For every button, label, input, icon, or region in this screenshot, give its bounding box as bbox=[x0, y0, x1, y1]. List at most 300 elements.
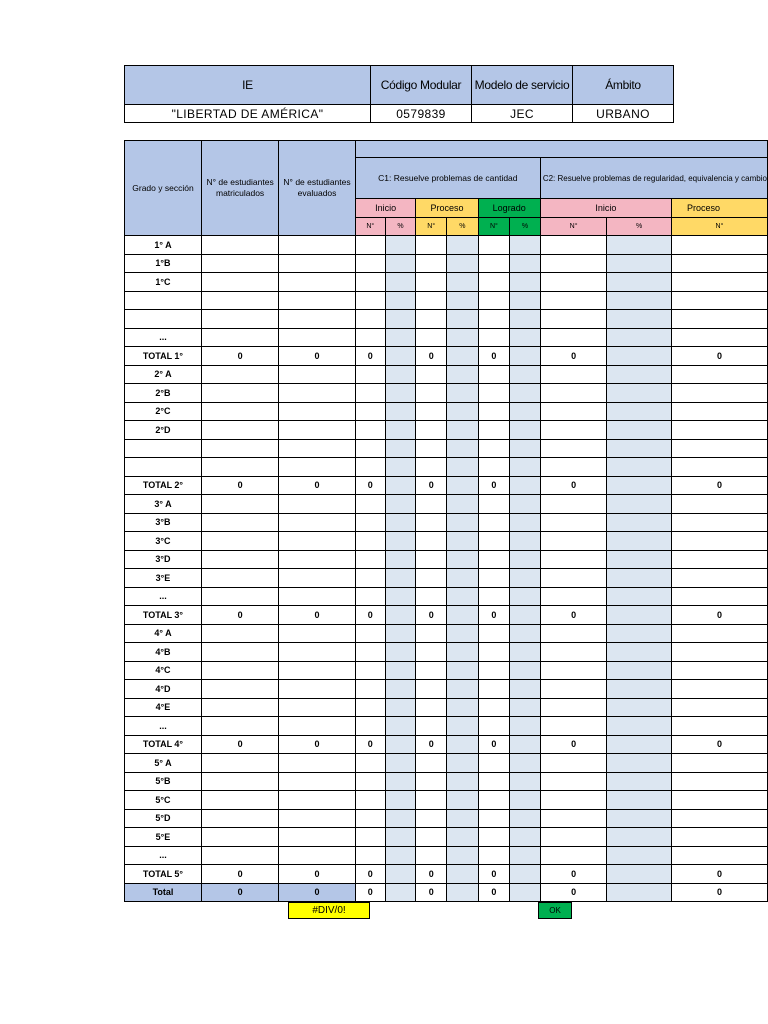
count-cell[interactable] bbox=[416, 828, 447, 847]
matriculados-cell[interactable]: 0 bbox=[201, 606, 278, 625]
count-cell[interactable] bbox=[540, 495, 607, 514]
count-cell[interactable] bbox=[355, 846, 385, 865]
count-cell[interactable] bbox=[540, 643, 607, 662]
evaluados-cell[interactable] bbox=[279, 291, 356, 310]
pct-cell[interactable] bbox=[385, 680, 416, 699]
pct-cell[interactable] bbox=[447, 828, 479, 847]
pct-cell[interactable] bbox=[447, 717, 479, 736]
pct-cell[interactable] bbox=[385, 328, 416, 347]
pct-cell[interactable] bbox=[385, 883, 416, 902]
pct-cell[interactable] bbox=[385, 809, 416, 828]
pct-cell[interactable] bbox=[447, 865, 479, 884]
evaluados-cell[interactable] bbox=[279, 532, 356, 551]
pct-cell[interactable] bbox=[510, 587, 541, 606]
count-cell[interactable]: 0 bbox=[540, 883, 607, 902]
pct-cell[interactable] bbox=[385, 254, 416, 273]
pct-cell[interactable] bbox=[607, 735, 672, 754]
matriculados-cell[interactable] bbox=[201, 513, 278, 532]
matriculados-cell[interactable] bbox=[201, 236, 278, 255]
evaluados-cell[interactable] bbox=[279, 680, 356, 699]
count-cell[interactable] bbox=[671, 754, 767, 773]
count-cell[interactable] bbox=[355, 809, 385, 828]
count-cell[interactable]: 0 bbox=[478, 476, 510, 495]
count-cell[interactable] bbox=[416, 254, 447, 273]
count-cell[interactable] bbox=[355, 550, 385, 569]
matriculados-cell[interactable] bbox=[201, 495, 278, 514]
count-cell[interactable] bbox=[355, 698, 385, 717]
count-cell[interactable] bbox=[478, 698, 510, 717]
count-cell[interactable] bbox=[671, 291, 767, 310]
matriculados-cell[interactable]: 0 bbox=[201, 347, 278, 366]
count-cell[interactable] bbox=[416, 661, 447, 680]
count-cell[interactable] bbox=[355, 254, 385, 273]
count-cell[interactable] bbox=[671, 495, 767, 514]
pct-cell[interactable] bbox=[510, 384, 541, 403]
pct-cell[interactable] bbox=[607, 365, 672, 384]
evaluados-cell[interactable]: 0 bbox=[279, 735, 356, 754]
count-cell[interactable] bbox=[671, 698, 767, 717]
evaluados-cell[interactable] bbox=[279, 328, 356, 347]
pct-cell[interactable] bbox=[607, 291, 672, 310]
pct-cell[interactable] bbox=[385, 772, 416, 791]
evaluados-cell[interactable] bbox=[279, 384, 356, 403]
matriculados-cell[interactable] bbox=[201, 809, 278, 828]
count-cell[interactable] bbox=[671, 421, 767, 440]
count-cell[interactable] bbox=[671, 310, 767, 329]
pct-cell[interactable] bbox=[385, 569, 416, 588]
pct-cell[interactable] bbox=[385, 495, 416, 514]
pct-cell[interactable] bbox=[607, 624, 672, 643]
matriculados-cell[interactable] bbox=[201, 791, 278, 810]
matriculados-cell[interactable] bbox=[201, 532, 278, 551]
count-cell[interactable] bbox=[540, 310, 607, 329]
count-cell[interactable] bbox=[416, 532, 447, 551]
count-cell[interactable]: 0 bbox=[540, 347, 607, 366]
pct-cell[interactable] bbox=[385, 846, 416, 865]
count-cell[interactable] bbox=[416, 384, 447, 403]
evaluados-cell[interactable] bbox=[279, 236, 356, 255]
matriculados-cell[interactable]: 0 bbox=[201, 735, 278, 754]
count-cell[interactable] bbox=[478, 384, 510, 403]
count-cell[interactable] bbox=[671, 254, 767, 273]
pct-cell[interactable] bbox=[385, 643, 416, 662]
count-cell[interactable] bbox=[416, 402, 447, 421]
count-cell[interactable] bbox=[540, 365, 607, 384]
count-cell[interactable] bbox=[416, 846, 447, 865]
evaluados-cell[interactable]: 0 bbox=[279, 347, 356, 366]
pct-cell[interactable] bbox=[607, 828, 672, 847]
pct-cell[interactable] bbox=[447, 236, 479, 255]
count-cell[interactable] bbox=[355, 569, 385, 588]
pct-cell[interactable] bbox=[447, 661, 479, 680]
count-cell[interactable] bbox=[540, 698, 607, 717]
count-cell[interactable] bbox=[355, 439, 385, 458]
count-cell[interactable] bbox=[671, 828, 767, 847]
count-cell[interactable] bbox=[416, 421, 447, 440]
count-cell[interactable] bbox=[478, 495, 510, 514]
count-cell[interactable]: 0 bbox=[416, 347, 447, 366]
pct-cell[interactable] bbox=[607, 273, 672, 292]
matriculados-cell[interactable] bbox=[201, 661, 278, 680]
count-cell[interactable] bbox=[355, 236, 385, 255]
count-cell[interactable] bbox=[355, 513, 385, 532]
pct-cell[interactable] bbox=[510, 254, 541, 273]
count-cell[interactable] bbox=[540, 624, 607, 643]
count-cell[interactable] bbox=[478, 236, 510, 255]
count-cell[interactable] bbox=[671, 680, 767, 699]
count-cell[interactable] bbox=[355, 587, 385, 606]
pct-cell[interactable] bbox=[510, 550, 541, 569]
pct-cell[interactable] bbox=[447, 569, 479, 588]
count-cell[interactable] bbox=[416, 809, 447, 828]
pct-cell[interactable] bbox=[447, 532, 479, 551]
count-cell[interactable] bbox=[540, 439, 607, 458]
pct-cell[interactable] bbox=[447, 772, 479, 791]
evaluados-cell[interactable] bbox=[279, 754, 356, 773]
evaluados-cell[interactable] bbox=[279, 698, 356, 717]
ie-value[interactable]: "LIBERTAD DE AMÉRICA" bbox=[125, 105, 371, 123]
count-cell[interactable] bbox=[671, 236, 767, 255]
count-cell[interactable] bbox=[540, 254, 607, 273]
count-cell[interactable] bbox=[416, 365, 447, 384]
count-cell[interactable] bbox=[540, 513, 607, 532]
pct-cell[interactable] bbox=[385, 828, 416, 847]
count-cell[interactable]: 0 bbox=[540, 606, 607, 625]
count-cell[interactable] bbox=[671, 717, 767, 736]
count-cell[interactable] bbox=[355, 495, 385, 514]
count-cell[interactable] bbox=[416, 680, 447, 699]
pct-cell[interactable] bbox=[510, 846, 541, 865]
pct-cell[interactable] bbox=[447, 310, 479, 329]
pct-cell[interactable] bbox=[510, 865, 541, 884]
matriculados-cell[interactable] bbox=[201, 291, 278, 310]
count-cell[interactable] bbox=[540, 754, 607, 773]
pct-cell[interactable] bbox=[510, 569, 541, 588]
matriculados-cell[interactable] bbox=[201, 550, 278, 569]
count-cell[interactable] bbox=[478, 402, 510, 421]
pct-cell[interactable] bbox=[510, 291, 541, 310]
count-cell[interactable] bbox=[671, 328, 767, 347]
evaluados-cell[interactable] bbox=[279, 550, 356, 569]
pct-cell[interactable] bbox=[607, 310, 672, 329]
count-cell[interactable] bbox=[416, 772, 447, 791]
pct-cell[interactable] bbox=[447, 273, 479, 292]
count-cell[interactable] bbox=[355, 680, 385, 699]
count-cell[interactable] bbox=[540, 569, 607, 588]
count-cell[interactable] bbox=[478, 328, 510, 347]
pct-cell[interactable] bbox=[385, 550, 416, 569]
count-cell[interactable] bbox=[671, 439, 767, 458]
count-cell[interactable] bbox=[355, 772, 385, 791]
pct-cell[interactable] bbox=[447, 439, 479, 458]
evaluados-cell[interactable] bbox=[279, 717, 356, 736]
count-cell[interactable] bbox=[355, 791, 385, 810]
count-cell[interactable] bbox=[478, 791, 510, 810]
count-cell[interactable] bbox=[540, 680, 607, 699]
pct-cell[interactable] bbox=[510, 421, 541, 440]
pct-cell[interactable] bbox=[447, 421, 479, 440]
ambito-value[interactable]: URBANO bbox=[573, 105, 674, 123]
pct-cell[interactable] bbox=[510, 717, 541, 736]
evaluados-cell[interactable] bbox=[279, 587, 356, 606]
count-cell[interactable]: 0 bbox=[478, 865, 510, 884]
count-cell[interactable] bbox=[355, 421, 385, 440]
evaluados-cell[interactable] bbox=[279, 661, 356, 680]
pct-cell[interactable] bbox=[607, 384, 672, 403]
pct-cell[interactable] bbox=[447, 883, 479, 902]
count-cell[interactable] bbox=[540, 661, 607, 680]
count-cell[interactable] bbox=[540, 846, 607, 865]
count-cell[interactable] bbox=[478, 661, 510, 680]
evaluados-cell[interactable] bbox=[279, 421, 356, 440]
evaluados-cell[interactable] bbox=[279, 809, 356, 828]
count-cell[interactable]: 0 bbox=[671, 865, 767, 884]
matriculados-cell[interactable] bbox=[201, 328, 278, 347]
evaluados-cell[interactable] bbox=[279, 624, 356, 643]
pct-cell[interactable] bbox=[385, 310, 416, 329]
matriculados-cell[interactable] bbox=[201, 680, 278, 699]
pct-cell[interactable] bbox=[510, 476, 541, 495]
evaluados-cell[interactable] bbox=[279, 273, 356, 292]
pct-cell[interactable] bbox=[385, 735, 416, 754]
pct-cell[interactable] bbox=[385, 606, 416, 625]
count-cell[interactable] bbox=[416, 458, 447, 477]
count-cell[interactable] bbox=[671, 513, 767, 532]
pct-cell[interactable] bbox=[607, 254, 672, 273]
evaluados-cell[interactable] bbox=[279, 402, 356, 421]
count-cell[interactable] bbox=[671, 569, 767, 588]
count-cell[interactable] bbox=[540, 587, 607, 606]
count-cell[interactable] bbox=[478, 587, 510, 606]
pct-cell[interactable] bbox=[510, 624, 541, 643]
pct-cell[interactable] bbox=[607, 569, 672, 588]
count-cell[interactable] bbox=[416, 791, 447, 810]
pct-cell[interactable] bbox=[607, 402, 672, 421]
count-cell[interactable] bbox=[671, 550, 767, 569]
pct-cell[interactable] bbox=[510, 772, 541, 791]
pct-cell[interactable] bbox=[447, 587, 479, 606]
pct-cell[interactable] bbox=[510, 439, 541, 458]
count-cell[interactable]: 0 bbox=[416, 476, 447, 495]
count-cell[interactable] bbox=[478, 550, 510, 569]
count-cell[interactable]: 0 bbox=[671, 476, 767, 495]
matriculados-cell[interactable] bbox=[201, 717, 278, 736]
count-cell[interactable]: 0 bbox=[478, 735, 510, 754]
count-cell[interactable] bbox=[478, 754, 510, 773]
count-cell[interactable] bbox=[540, 550, 607, 569]
count-cell[interactable] bbox=[671, 273, 767, 292]
matriculados-cell[interactable] bbox=[201, 587, 278, 606]
count-cell[interactable] bbox=[355, 402, 385, 421]
pct-cell[interactable] bbox=[607, 606, 672, 625]
pct-cell[interactable] bbox=[385, 236, 416, 255]
matriculados-cell[interactable] bbox=[201, 310, 278, 329]
pct-cell[interactable] bbox=[510, 809, 541, 828]
count-cell[interactable] bbox=[540, 273, 607, 292]
count-cell[interactable] bbox=[355, 532, 385, 551]
pct-cell[interactable] bbox=[510, 698, 541, 717]
pct-cell[interactable] bbox=[447, 624, 479, 643]
pct-cell[interactable] bbox=[607, 476, 672, 495]
evaluados-cell[interactable]: 0 bbox=[279, 606, 356, 625]
count-cell[interactable] bbox=[540, 291, 607, 310]
count-cell[interactable] bbox=[540, 809, 607, 828]
count-cell[interactable]: 0 bbox=[416, 606, 447, 625]
pct-cell[interactable] bbox=[607, 883, 672, 902]
count-cell[interactable]: 0 bbox=[671, 883, 767, 902]
count-cell[interactable] bbox=[416, 643, 447, 662]
pct-cell[interactable] bbox=[447, 402, 479, 421]
pct-cell[interactable] bbox=[447, 365, 479, 384]
pct-cell[interactable] bbox=[607, 421, 672, 440]
count-cell[interactable] bbox=[416, 624, 447, 643]
count-cell[interactable] bbox=[355, 661, 385, 680]
evaluados-cell[interactable] bbox=[279, 791, 356, 810]
pct-cell[interactable] bbox=[385, 587, 416, 606]
pct-cell[interactable] bbox=[447, 476, 479, 495]
count-cell[interactable] bbox=[416, 513, 447, 532]
count-cell[interactable]: 0 bbox=[355, 606, 385, 625]
matriculados-cell[interactable] bbox=[201, 624, 278, 643]
pct-cell[interactable] bbox=[510, 347, 541, 366]
pct-cell[interactable] bbox=[447, 698, 479, 717]
pct-cell[interactable] bbox=[447, 735, 479, 754]
pct-cell[interactable] bbox=[607, 661, 672, 680]
pct-cell[interactable] bbox=[385, 476, 416, 495]
matriculados-cell[interactable] bbox=[201, 273, 278, 292]
evaluados-cell[interactable] bbox=[279, 495, 356, 514]
count-cell[interactable] bbox=[478, 365, 510, 384]
count-cell[interactable] bbox=[671, 772, 767, 791]
pct-cell[interactable] bbox=[510, 495, 541, 514]
count-cell[interactable] bbox=[671, 458, 767, 477]
pct-cell[interactable] bbox=[385, 717, 416, 736]
count-cell[interactable]: 0 bbox=[671, 735, 767, 754]
pct-cell[interactable] bbox=[447, 643, 479, 662]
count-cell[interactable] bbox=[478, 310, 510, 329]
pct-cell[interactable] bbox=[607, 772, 672, 791]
pct-cell[interactable] bbox=[385, 384, 416, 403]
pct-cell[interactable] bbox=[385, 291, 416, 310]
evaluados-cell[interactable]: 0 bbox=[279, 865, 356, 884]
pct-cell[interactable] bbox=[607, 532, 672, 551]
count-cell[interactable] bbox=[671, 402, 767, 421]
count-cell[interactable] bbox=[478, 624, 510, 643]
matriculados-cell[interactable]: 0 bbox=[201, 883, 278, 902]
matriculados-cell[interactable] bbox=[201, 643, 278, 662]
pct-cell[interactable] bbox=[447, 791, 479, 810]
pct-cell[interactable] bbox=[510, 310, 541, 329]
count-cell[interactable] bbox=[478, 680, 510, 699]
pct-cell[interactable] bbox=[447, 347, 479, 366]
count-cell[interactable] bbox=[416, 328, 447, 347]
evaluados-cell[interactable] bbox=[279, 310, 356, 329]
count-cell[interactable] bbox=[478, 846, 510, 865]
count-cell[interactable] bbox=[355, 643, 385, 662]
count-cell[interactable] bbox=[416, 495, 447, 514]
pct-cell[interactable] bbox=[510, 883, 541, 902]
count-cell[interactable] bbox=[478, 458, 510, 477]
count-cell[interactable] bbox=[355, 310, 385, 329]
pct-cell[interactable] bbox=[385, 439, 416, 458]
count-cell[interactable] bbox=[478, 421, 510, 440]
count-cell[interactable] bbox=[540, 458, 607, 477]
count-cell[interactable] bbox=[416, 273, 447, 292]
count-cell[interactable]: 0 bbox=[416, 865, 447, 884]
count-cell[interactable] bbox=[478, 569, 510, 588]
count-cell[interactable]: 0 bbox=[478, 883, 510, 902]
count-cell[interactable] bbox=[355, 717, 385, 736]
matriculados-cell[interactable] bbox=[201, 458, 278, 477]
count-cell[interactable] bbox=[540, 384, 607, 403]
count-cell[interactable] bbox=[478, 254, 510, 273]
pct-cell[interactable] bbox=[607, 754, 672, 773]
count-cell[interactable] bbox=[355, 273, 385, 292]
pct-cell[interactable] bbox=[385, 402, 416, 421]
count-cell[interactable] bbox=[416, 717, 447, 736]
count-cell[interactable] bbox=[478, 643, 510, 662]
pct-cell[interactable] bbox=[607, 495, 672, 514]
count-cell[interactable]: 0 bbox=[355, 476, 385, 495]
count-cell[interactable]: 0 bbox=[671, 606, 767, 625]
matriculados-cell[interactable]: 0 bbox=[201, 865, 278, 884]
pct-cell[interactable] bbox=[385, 698, 416, 717]
pct-cell[interactable] bbox=[447, 846, 479, 865]
modelo-value[interactable]: JEC bbox=[472, 105, 573, 123]
pct-cell[interactable] bbox=[385, 421, 416, 440]
count-cell[interactable] bbox=[355, 365, 385, 384]
count-cell[interactable] bbox=[355, 828, 385, 847]
pct-cell[interactable] bbox=[607, 680, 672, 699]
count-cell[interactable] bbox=[671, 661, 767, 680]
pct-cell[interactable] bbox=[447, 550, 479, 569]
count-cell[interactable] bbox=[478, 513, 510, 532]
matriculados-cell[interactable] bbox=[201, 254, 278, 273]
count-cell[interactable] bbox=[540, 532, 607, 551]
count-cell[interactable] bbox=[478, 828, 510, 847]
count-cell[interactable] bbox=[416, 587, 447, 606]
evaluados-cell[interactable] bbox=[279, 365, 356, 384]
pct-cell[interactable] bbox=[385, 273, 416, 292]
pct-cell[interactable] bbox=[510, 273, 541, 292]
count-cell[interactable] bbox=[416, 569, 447, 588]
count-cell[interactable] bbox=[478, 772, 510, 791]
pct-cell[interactable] bbox=[510, 513, 541, 532]
evaluados-cell[interactable] bbox=[279, 513, 356, 532]
pct-cell[interactable] bbox=[510, 828, 541, 847]
count-cell[interactable] bbox=[355, 458, 385, 477]
pct-cell[interactable] bbox=[510, 661, 541, 680]
pct-cell[interactable] bbox=[510, 236, 541, 255]
evaluados-cell[interactable] bbox=[279, 643, 356, 662]
pct-cell[interactable] bbox=[385, 865, 416, 884]
count-cell[interactable] bbox=[416, 291, 447, 310]
count-cell[interactable] bbox=[540, 328, 607, 347]
count-cell[interactable] bbox=[355, 291, 385, 310]
count-cell[interactable] bbox=[671, 587, 767, 606]
pct-cell[interactable] bbox=[607, 643, 672, 662]
pct-cell[interactable] bbox=[510, 365, 541, 384]
evaluados-cell[interactable] bbox=[279, 846, 356, 865]
count-cell[interactable] bbox=[416, 754, 447, 773]
pct-cell[interactable] bbox=[510, 754, 541, 773]
count-cell[interactable] bbox=[671, 384, 767, 403]
count-cell[interactable] bbox=[540, 421, 607, 440]
pct-cell[interactable] bbox=[607, 717, 672, 736]
evaluados-cell[interactable] bbox=[279, 569, 356, 588]
pct-cell[interactable] bbox=[607, 865, 672, 884]
matriculados-cell[interactable] bbox=[201, 754, 278, 773]
